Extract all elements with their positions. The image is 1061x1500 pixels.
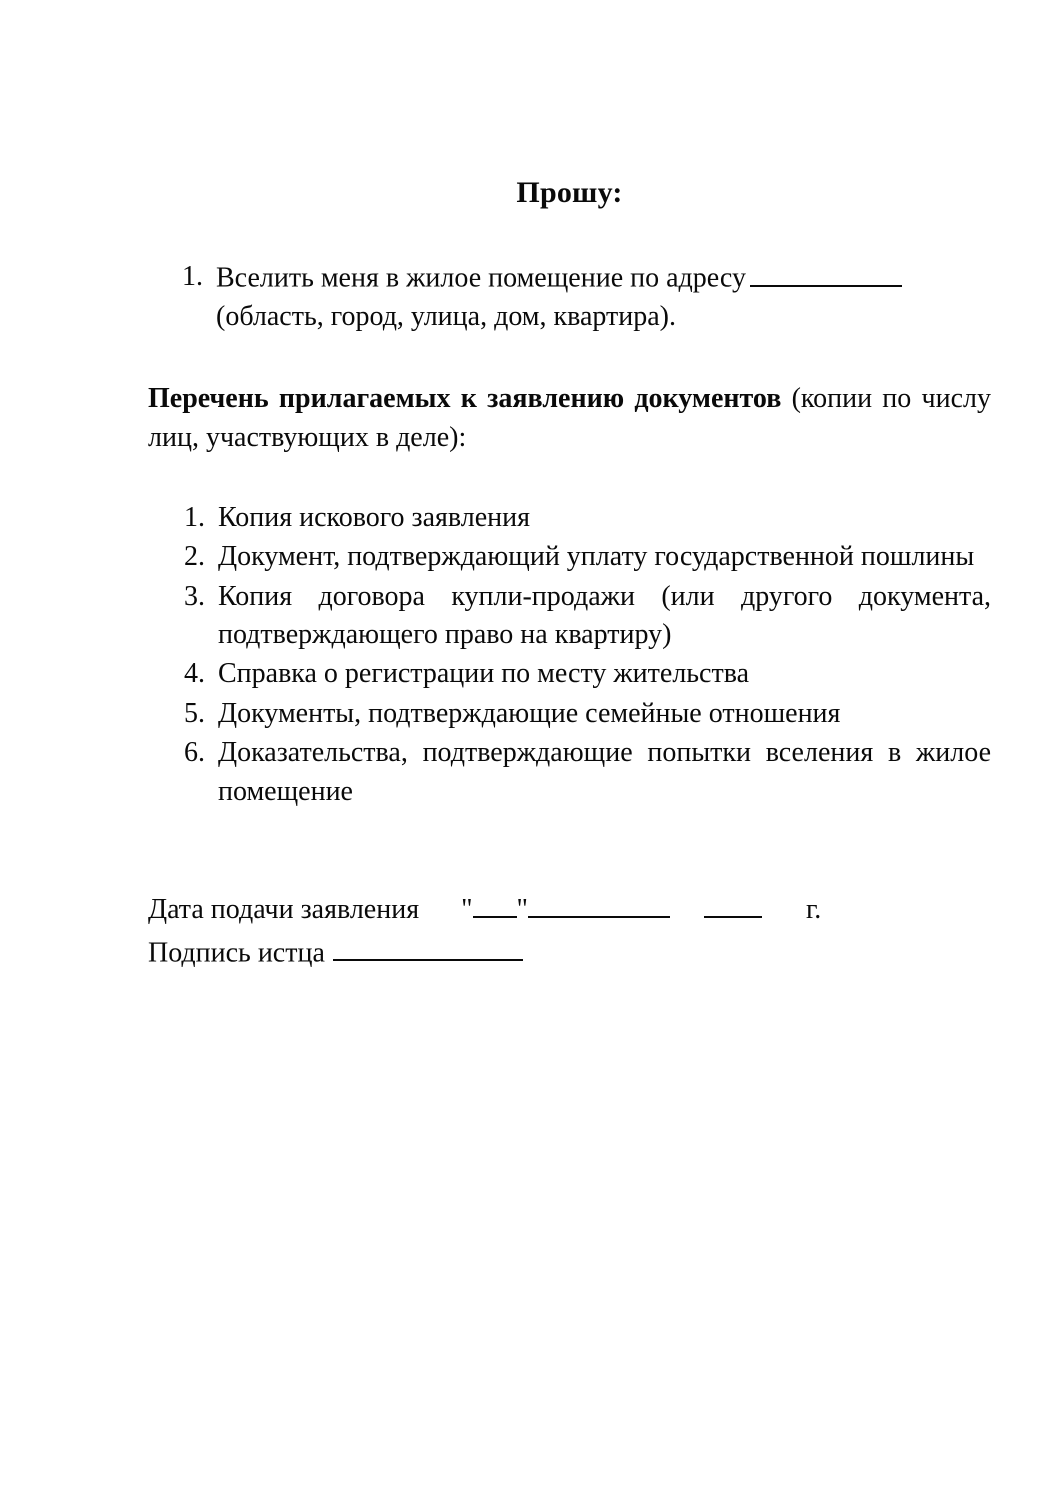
date-label: Дата подачи заявления (148, 893, 420, 925)
attachments-heading-bold: Перечень прилагаемых к заявлению документов (148, 383, 782, 415)
list-item-label: Копия договора купли-продажи (или другого документа, подтверждающего право на квартиру) (218, 580, 991, 651)
attachments-heading-normal: (копии по числу лиц, участвующих в деле): (148, 383, 991, 453)
day-blank-field[interactable] (473, 889, 517, 918)
list-item-marker: 3. (184, 580, 205, 612)
signature-blank-field[interactable] (333, 933, 523, 962)
year-suffix-label: г. (805, 893, 822, 925)
list-item-marker: 4. (184, 658, 205, 690)
signature-block (148, 889, 991, 973)
list-item-marker: 6. (184, 737, 205, 769)
list-item-marker: 1. (184, 502, 205, 534)
list-item (148, 499, 991, 537)
signature-label: Подпись истца (148, 937, 325, 969)
list-item-label: Документ, подтверждающий уплату государственной пошлины (218, 541, 975, 573)
request-item-text-before-blank: Вселить меня в жилое помещение по адресу (216, 262, 746, 294)
list-item (148, 538, 991, 576)
request-list (148, 258, 991, 336)
attachments-heading (148, 380, 991, 457)
list-item-marker: 5. (184, 697, 205, 729)
list-item (148, 734, 991, 811)
list-item (148, 655, 991, 693)
quote-close: " (516, 893, 528, 925)
month-blank-field[interactable] (528, 889, 670, 918)
page-title: Прошу: (516, 176, 623, 209)
year-blank-field[interactable] (704, 889, 762, 918)
request-item-text-after-blank: (область, город, улица, дом, квартира). (216, 300, 676, 332)
quote-open: " (461, 893, 473, 925)
list-item-label: Документы, подтверждающие семейные отношения (218, 697, 841, 729)
date-row (148, 889, 991, 929)
list-item-label: Копия искового заявления (218, 502, 531, 534)
list-item (148, 695, 991, 733)
list-item-label: Справка о регистрации по месту жительства (218, 658, 750, 690)
request-list-item (148, 258, 991, 336)
list-item (148, 578, 991, 655)
signature-row (148, 933, 991, 973)
address-blank-line[interactable] (750, 258, 902, 287)
list-item-label: Доказательства, подтверждающие попытки вселения в жилое помещение (218, 737, 991, 807)
document-content (148, 178, 991, 972)
list-item-marker: 2. (184, 541, 205, 573)
attachments-list (148, 499, 991, 811)
request-item-marker: 1. (182, 261, 203, 292)
